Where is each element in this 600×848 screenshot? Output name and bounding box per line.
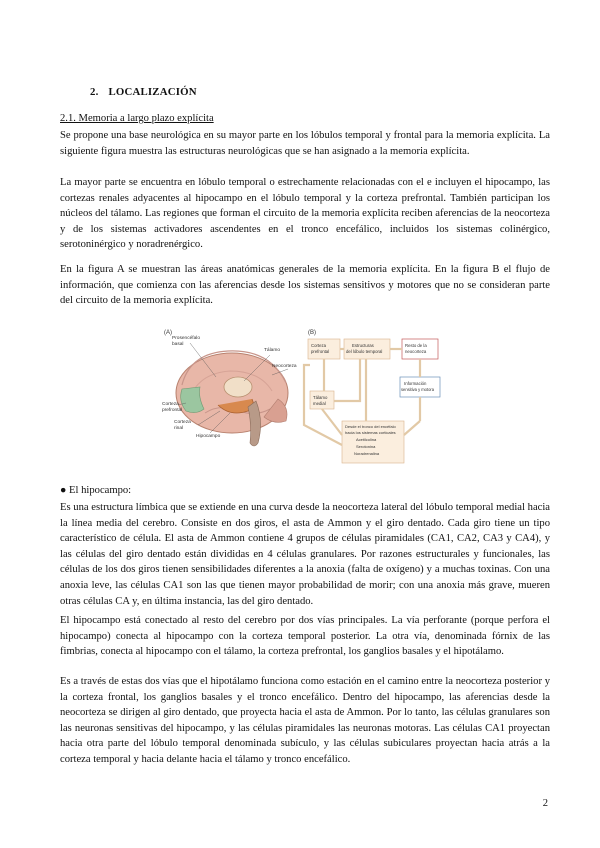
paragraph-hippocampus-structure: Es una estructura límbica que se extiende en una curva desde la neocorteza lateral del lóbulo temporal medial hacia la línea media del cerebro. Consiste en dos giros, el asta de Ammon y el giro dentado. Cada giro tiene un tipo característico de célula. El asta de Ammon contiene 4 grupos de células piramidales (CA1, CA2, CA3 y CA4), y las células del giro dentado están divididas en 4 células granulares. Por razones estructurales y funcionales, las células de los dos giros tienen sensibilidades diferentes a la anoxia (falta de oxígeno) y a muchas toxinas. Con una anoxia leve, las células CA1 son las que tienen mayor probabilidad de morir; con una anoxia más grave, mueren otras células CA y, en última instancia, las del giro dentado.	[60, 502, 550, 607]
box-brainstem-line-5: Noradrenalina	[354, 451, 380, 456]
label-rinal: rinal	[174, 426, 184, 431]
section-number: 2.	[90, 86, 99, 98]
section-heading	[90, 86, 197, 98]
box-temporal-line-1: Estructuras	[352, 343, 374, 348]
box-thalamus-line-1: Tálamo	[313, 395, 328, 400]
paragraph-hippocampus-connections: El hipocampo está conectado al resto del cerebro por dos vías principales. La vía perforante (porque perfora el hipocampo) conecta al hipocampo con la corteza temporal posterior. La otra vía, denominada fórnix de las fimbrias, conecta al hipocampo con el tálamo, la corteza prefrontal, los ganglios basales y el hipotálamo.	[60, 615, 550, 658]
box-neocortex-line-1: Resto de la	[405, 343, 427, 348]
box-brainstem-line-3: Acetilcolina	[356, 437, 377, 442]
panel-b-flow-diagram	[304, 330, 440, 463]
label-corteza-prefrontal: Corteza	[162, 402, 179, 407]
paragraph-hippocampus-pathways: Es a través de estas dos vías que el hipotálamo funciona como estación en el camino entre la neocorteza posterior y la corteza frontal, los ganglios basales y el tronco encefálico. Dentro del hipocampo, las aferencias desde la neocorteza se dirigen al giro dentado, que proyecta hacia el asta de Ammon. Por lo tanto, las células granulares son las neuronas sensitivas del hipocampo, y las células piramidales las neuronas motoras. Las células CA1 proyectan hacia otra parte del lóbulo temporal denominada subículo, y las células subiculares proyectan hacia atrás a la corteza temporal y hacia delante hacia el tálamo y tronco encefálico.	[60, 676, 550, 765]
box-sensory-line-2: sensitiva y motora	[401, 387, 434, 392]
panel-a-label: (A)	[164, 330, 172, 336]
label-prosencefalo: Prosencéfalo	[172, 336, 200, 341]
box-prefrontal-line-1: Corteza	[311, 343, 327, 348]
label-neocorteza: Neocorteza	[272, 364, 297, 369]
paragraph-figure-description: En la figura A se muestran las áreas anatómicas generales de la memoria explícita. En la figura B el flujo de información, que comienza con las aferencias desde los sistemas sensitivos y motores que no se consideran parte del circuito de la memoria explícita.	[60, 264, 550, 307]
panel-b-label: (B)	[308, 330, 316, 336]
box-brainstem-line-4: Serotonina	[356, 444, 376, 449]
label-prefrontal: prefrontal	[162, 408, 183, 413]
paragraph-intro: Se propone una base neurológica en su mayor parte en los lóbulos temporal y frontal para la memoria explícita. La siguiente figura muestra las estructuras neurológicas que se han asignado a la memoria explícita.	[60, 130, 550, 157]
section-title: LOCALIZACIÓN	[108, 86, 197, 98]
memory-figure	[160, 325, 450, 473]
box-temporal-line-2: del lóbulo temporal	[346, 349, 383, 354]
box-prefrontal-line-2: prefrontal	[311, 349, 330, 354]
box-neocortex-line-2: neocorteza	[405, 349, 427, 354]
box-brainstem-line-2: hacia los sistemas corticales	[345, 430, 396, 435]
hippocampus-heading: ● El hipocampo:	[60, 485, 132, 496]
label-talamo: Tálamo	[264, 348, 280, 353]
box-brainstem-line-1: Desde el tronco del encéfalo	[345, 424, 396, 429]
box-thalamus-line-2: medial	[313, 401, 326, 406]
paragraph-regions: La mayor parte se encuentra en lóbulo temporal o estrechamente relacionadas con el e incluyen el hipocampo, las cortezas renales adyacentes al hipocampo en el lóbulo temporal y la corteza prefrontal. También participan los núcleos del tálamo. Las regiones que forman el circuito de la memoria explícita reciben aferencias de la neocorteza y de los sistemas activadores ascendentes en el tronco encefálico, incluidos los sistemas colinérgico, serotoninérgico y noradrenérgico.	[60, 177, 550, 251]
box-sensory-line-1: Información	[404, 381, 427, 386]
memory-figure-svg	[160, 325, 450, 473]
page-number: 2	[542, 798, 548, 809]
box-thalamus	[310, 391, 334, 409]
label-hipocampo: Hipocampo	[196, 434, 221, 439]
label-corteza-rinal: Corteza	[174, 420, 191, 425]
label-basal: basal	[172, 342, 184, 347]
subsection-title: 2.1. Memoria a largo plazo explícita	[60, 113, 214, 124]
thalamus-shape	[224, 377, 252, 397]
panel-a-brain-illustration	[162, 330, 297, 446]
